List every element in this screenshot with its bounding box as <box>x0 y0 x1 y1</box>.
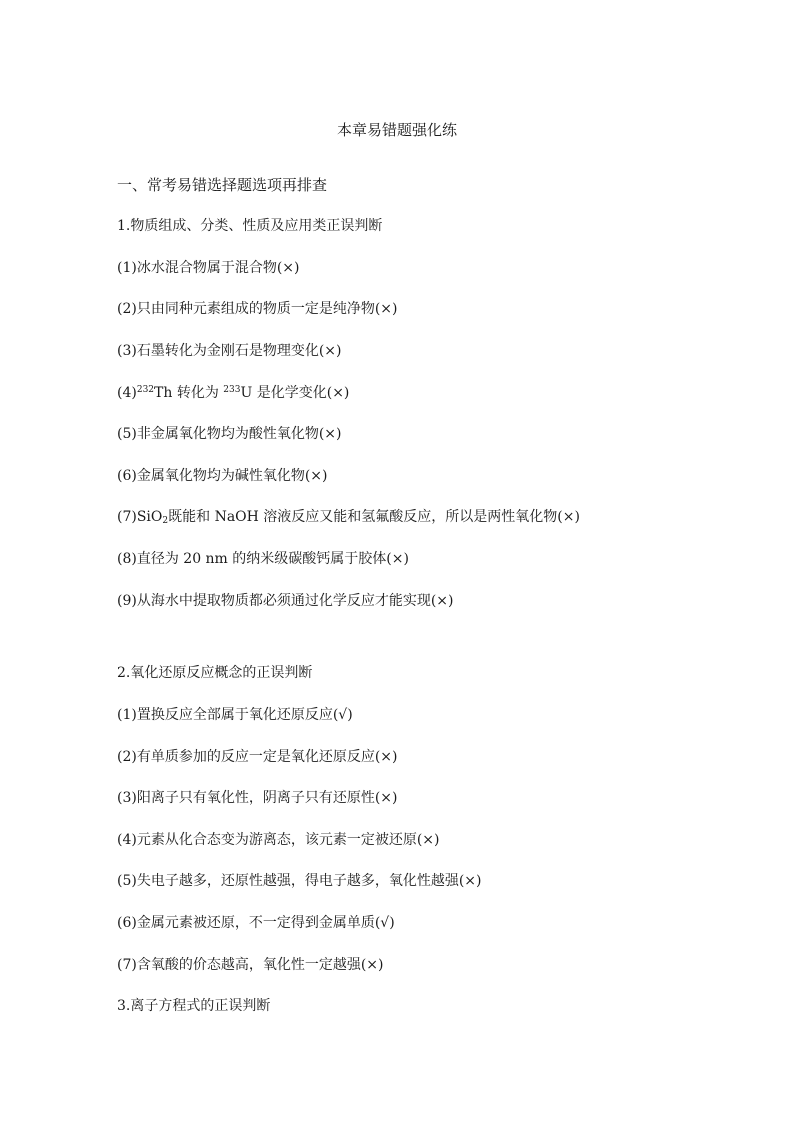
part1-item-2: (2)只由同种元素组成的物质一定是纯净物(×) <box>117 301 398 317</box>
page-title: 本章易错题强化练 <box>336 121 457 139</box>
part2-item-7: (7)含氧酸的价态越高，氧化性一定越强(×) <box>117 957 384 973</box>
item7-subscript: 2 <box>162 516 169 526</box>
part3-heading: 3.离子方程式的正误判断 <box>117 998 271 1014</box>
part1-item-1: (1)冰水混合物属于混合物(×) <box>117 260 300 276</box>
part2-item-6: (6)金属元素被还原，不一定得到金属单质(√) <box>117 915 395 931</box>
section-heading: 一、常考易错选择题选项再排查 <box>117 176 328 194</box>
part1-item-5: (5)非金属氧化物均为酸性氧化物(×) <box>117 426 342 442</box>
part1-item-4 <box>117 383 349 403</box>
part1-item-6: (6)金属氧化物均为碱性氧化物(×) <box>117 468 328 484</box>
part1-item-9: (9)从海水中提取物质都必须通过化学反应才能实现(×) <box>117 593 454 609</box>
item7-rest: 既能和 NaOH 溶液反应又能和氢氟酸反应，所以是两性氧化物(×) <box>168 509 580 525</box>
part2-item-4: (4)元素从化合态变为游离态，该元素一定被还原(×) <box>117 832 440 848</box>
part1-item-7 <box>117 507 580 527</box>
item7-prefix: (7)SiO <box>117 509 163 525</box>
item4-mid: Th 转化为 <box>154 385 224 401</box>
part1-item-3: (3)石墨转化为金刚石是物理变化(×) <box>117 343 342 359</box>
item4-mass-number-1: 232 <box>136 385 155 395</box>
item4-mass-number-2: 233 <box>223 385 241 395</box>
part2-item-3: (3)阳离子只有氧化性，阴离子只有还原性(×) <box>117 790 398 806</box>
part1-item-8: (8)直径为 20 nm 的纳米级碳酸钙属于胶体(×) <box>117 551 409 567</box>
part2-item-1: (1)置换反应全部属于氧化还原反应(√) <box>117 707 353 723</box>
item4-rest: U 是化学变化(×) <box>240 385 350 401</box>
item4-prefix: (4) <box>117 385 137 401</box>
part2-item-2: (2)有单质参加的反应一定是氧化还原反应(×) <box>117 749 398 765</box>
part2-heading: 2.氧化还原反应概念的正误判断 <box>117 665 313 681</box>
part1-heading: 1.物质组成、分类、性质及应用类正误判断 <box>117 218 383 234</box>
part2-item-5: (5)失电子越多，还原性越强，得电子越多，氧化性越强(×) <box>117 873 482 889</box>
